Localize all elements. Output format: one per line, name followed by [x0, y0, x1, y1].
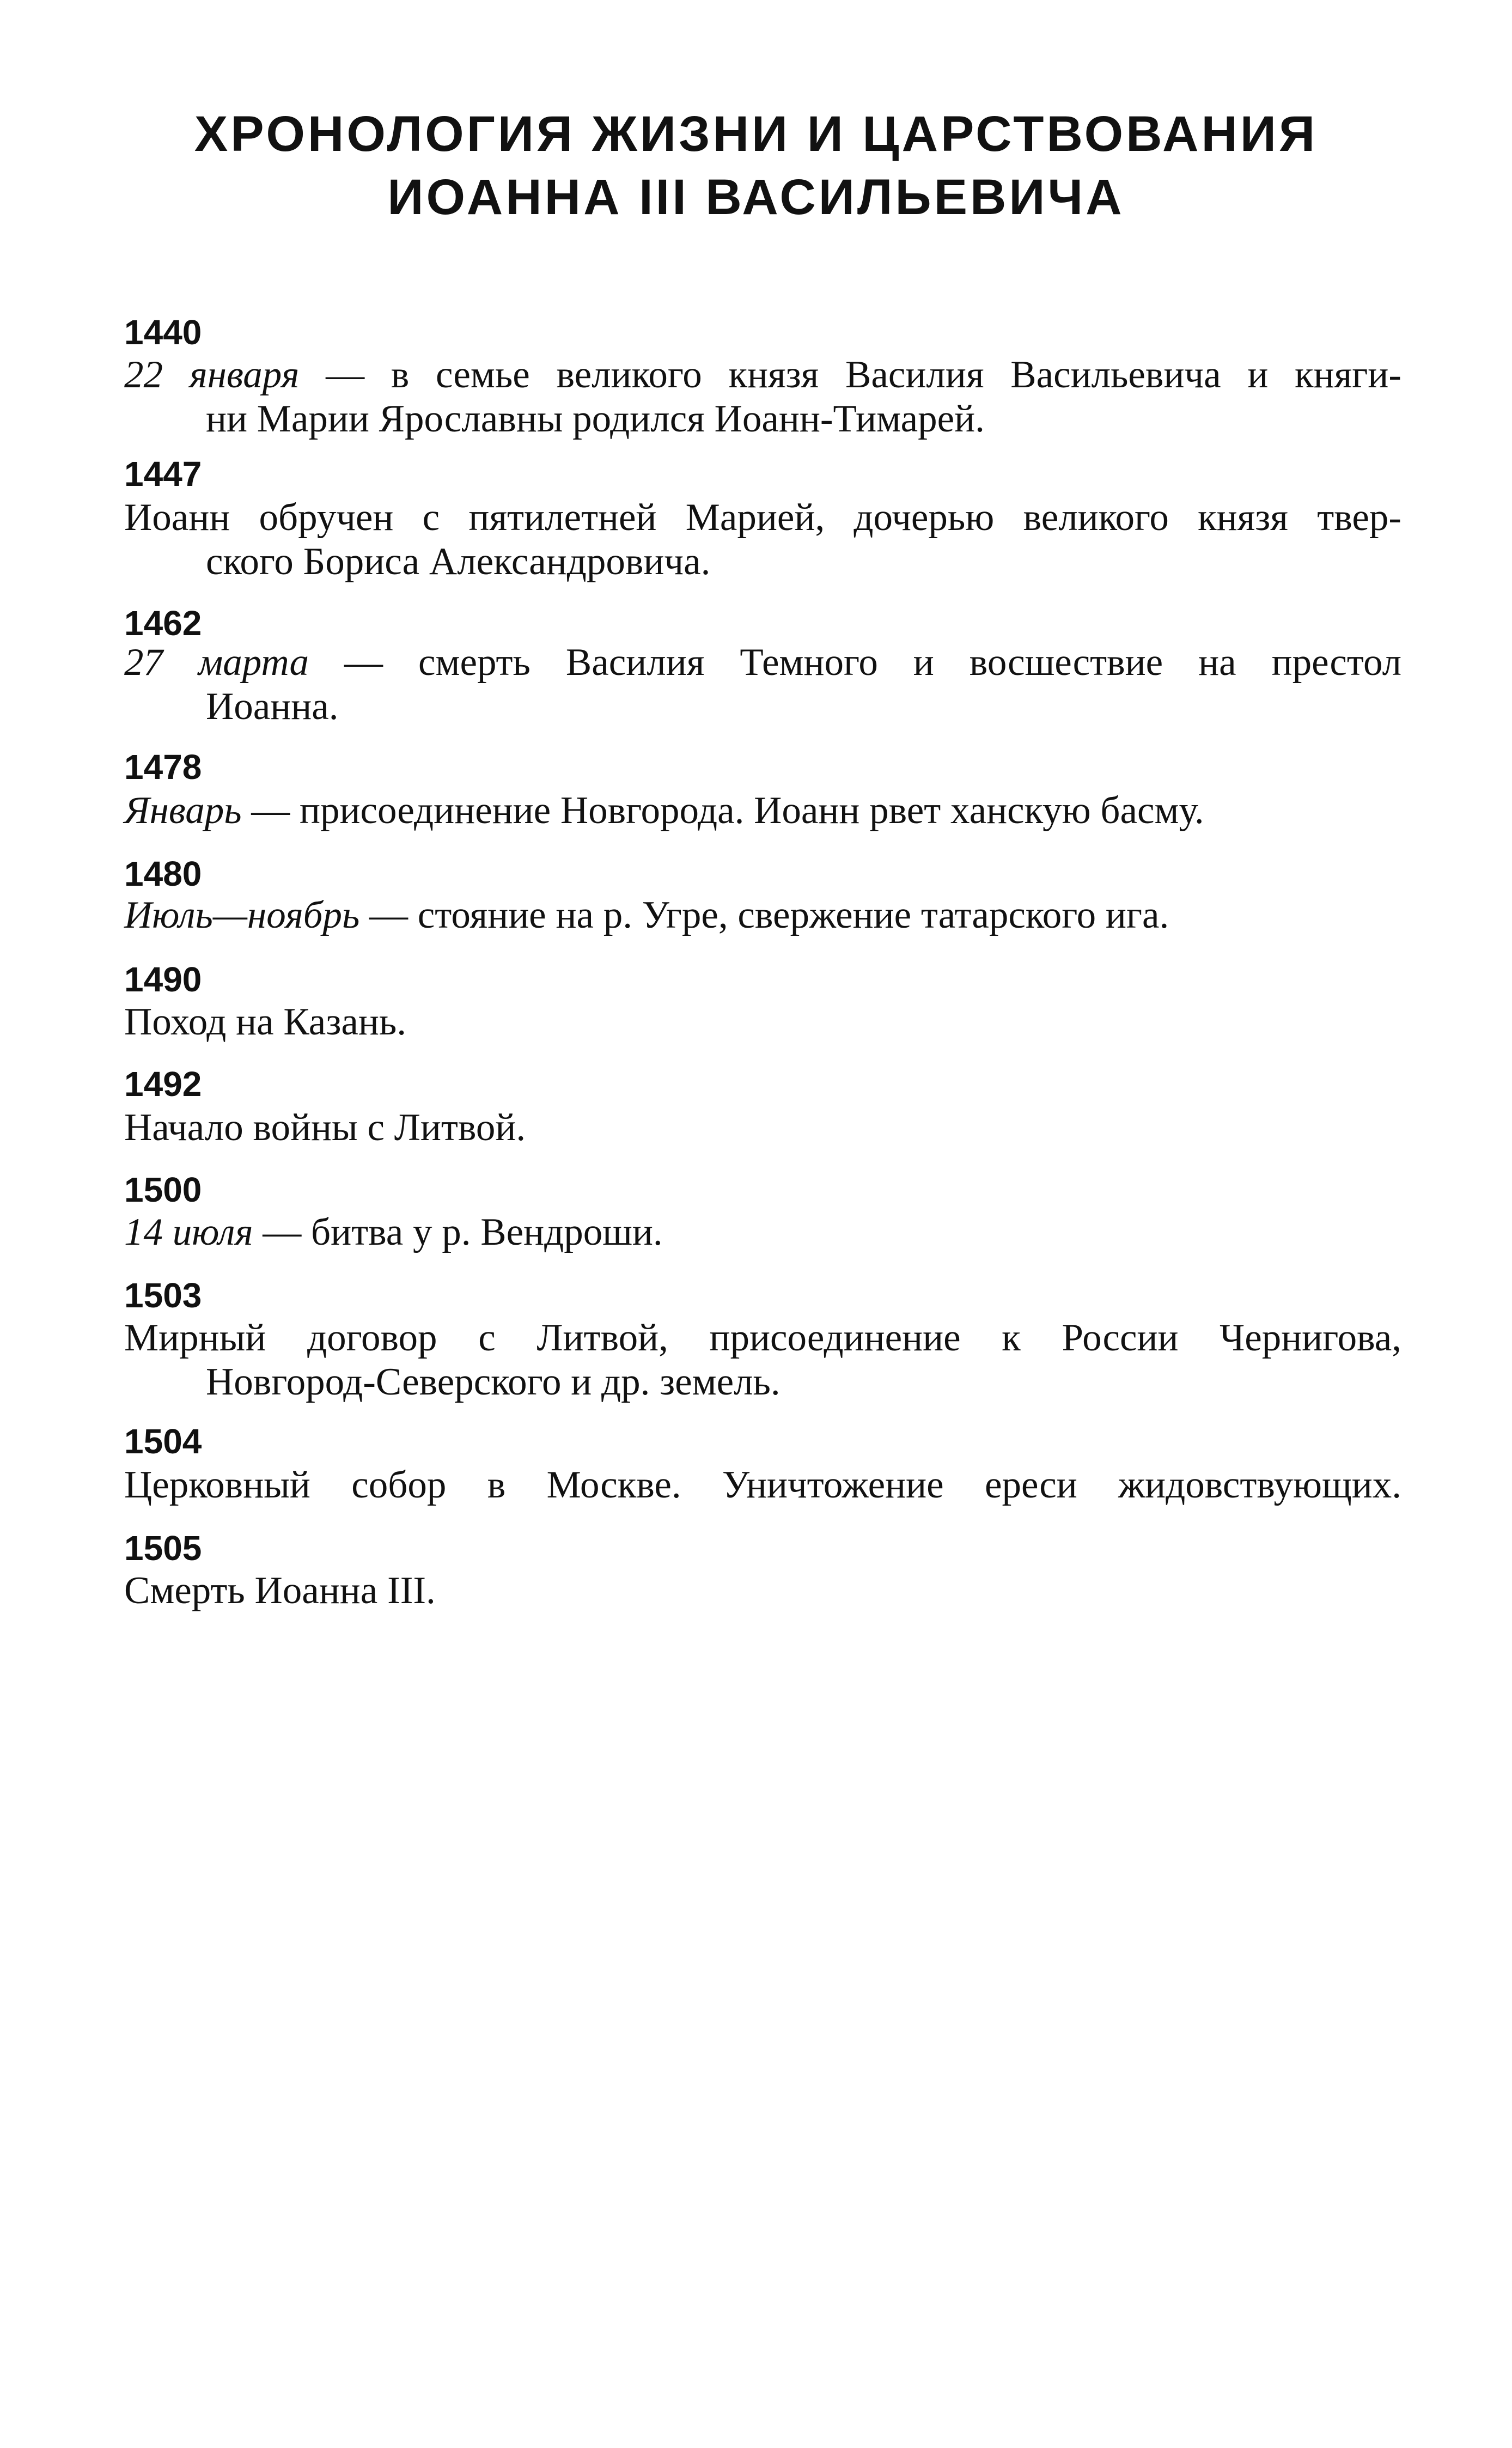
entry-line-continuation: ни Марии Ярославны родился Иоанн-Тимарей.: [206, 398, 985, 440]
entry-year: 1505: [124, 1529, 202, 1568]
entry-line: [124, 353, 1401, 397]
entry-text: [124, 1106, 1401, 1150]
entry-text: [124, 641, 1401, 729]
entry-text: [124, 496, 1401, 584]
entry-text: [124, 1000, 1401, 1044]
entry-line: Иоанн обручен с пятилетней Марией, дочерью великого князя твер-: [124, 496, 1401, 539]
page-title-line-2: ИОАННА III ВАСИЛЬЕВИЧА: [387, 169, 1125, 225]
entry-line: [124, 893, 1401, 937]
entry-line-text: — в семье великого князя Василия Васильевича и княги-: [299, 354, 1401, 396]
entry-year: 1462: [124, 604, 202, 643]
entry-date: 14 июля: [124, 1211, 253, 1253]
entry-text: [124, 1210, 1401, 1255]
entry-text: [124, 1463, 1401, 1507]
entry-year: 1492: [124, 1064, 202, 1104]
entry-line: Смерть Иоанна III.: [124, 1569, 436, 1612]
entry-year: 1478: [124, 747, 202, 787]
entry-date: Июль—ноябрь: [124, 894, 360, 936]
entry-line-text: — стояние на р. Угре, свержение татарского ига.: [359, 894, 1169, 936]
entry-line: Церковный собор в Москве. Уничтожение ереси жидовствующих.: [124, 1464, 1401, 1506]
entry-line-text: — присоединение Новгорода. Иоанн рвет ханскую басму.: [241, 789, 1204, 832]
entry-year: 1490: [124, 960, 202, 999]
entry-year: 1480: [124, 854, 202, 893]
entry-line: Мирный договор с Литвой, присоединение к России Чернигова,: [124, 1317, 1401, 1359]
entry-year: 1500: [124, 1170, 202, 1209]
entry-line: Поход на Казань.: [124, 1001, 407, 1043]
entry-text: [124, 893, 1401, 937]
entry-line: [124, 789, 1401, 833]
entry-line: Начало войны с Литвой.: [124, 1106, 526, 1149]
entry-year: 1504: [124, 1422, 202, 1461]
page-title-line-1: ХРОНОЛОГИЯ ЖИЗНИ И ЦАРСТВОВАНИЯ: [194, 106, 1318, 162]
entry-line-text: — смерть Василия Темного и восшествие на престол: [309, 641, 1402, 684]
entry-line-text: — битва у р. Вендроши.: [253, 1211, 663, 1253]
entry-year: 1503: [124, 1276, 202, 1315]
entry-line-continuation: Иоанна.: [206, 685, 339, 728]
entry-text: [124, 789, 1401, 833]
entry-text: [124, 353, 1401, 441]
entry-date: 22 января: [124, 354, 300, 396]
entry-text: [124, 1569, 1401, 1613]
entry-line: [124, 641, 1401, 685]
entry-line-continuation: Новгород-Северского и др. земель.: [206, 1361, 781, 1403]
entry-line-continuation: ского Бориса Александровича.: [206, 540, 711, 583]
entry-year: 1440: [124, 313, 202, 352]
entry-date: Январь: [124, 789, 242, 832]
entry-date: 27 марта: [124, 641, 309, 684]
entry-line: [124, 1210, 1401, 1255]
entry-text: [124, 1316, 1401, 1404]
entry-year: 1447: [124, 454, 202, 494]
